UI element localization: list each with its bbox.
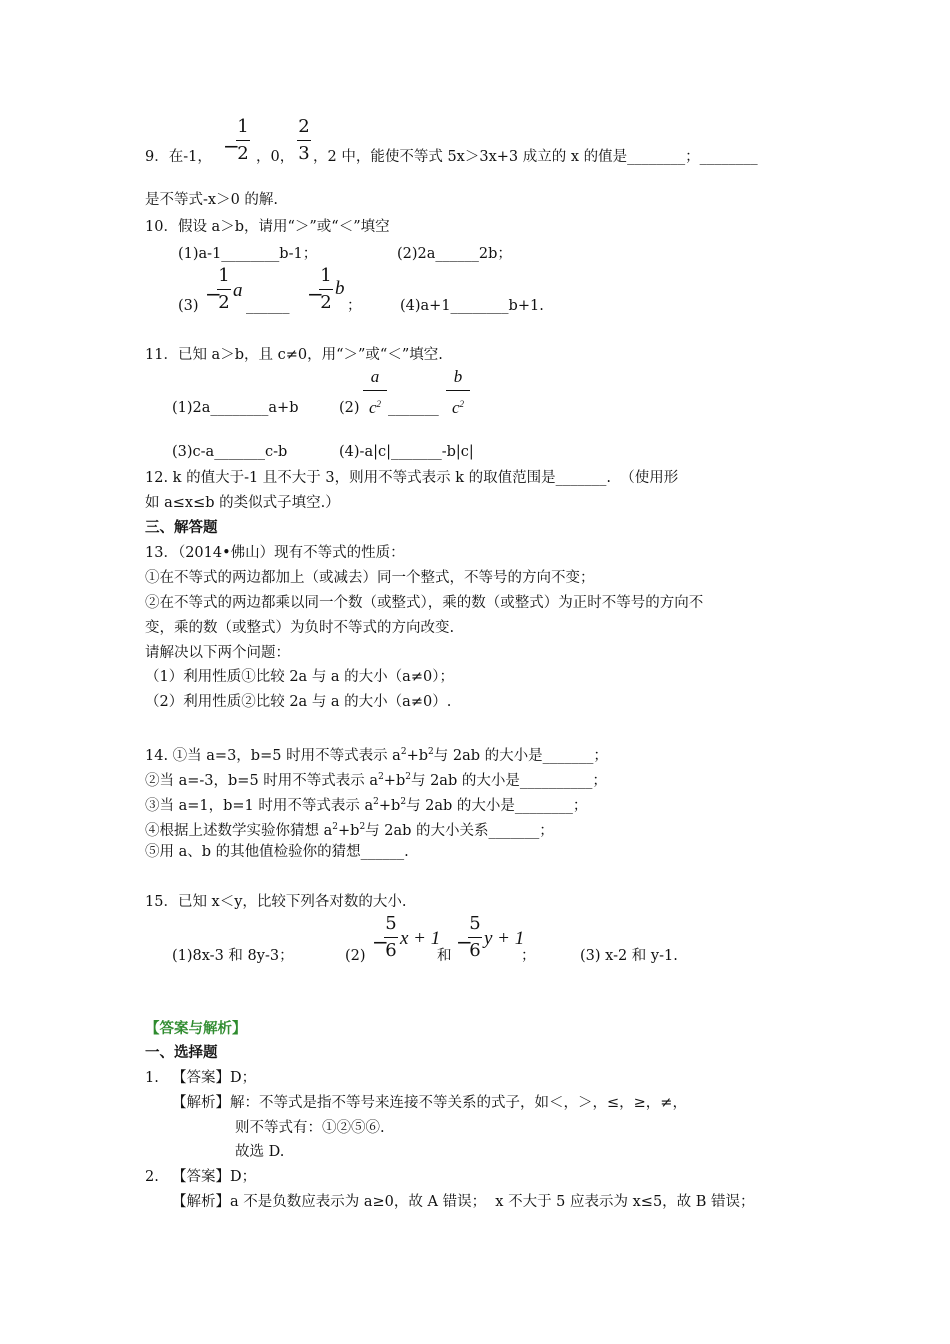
q13-line-7: （2）利用性质②比较 2a 与 a 的大小（a≠0）. [145, 694, 452, 710]
q11-part-4: (4)-a|c|_______-b|c| [339, 444, 474, 460]
q15-and: 和 [437, 948, 452, 964]
q15-part-1: (1)8x-3 和 8y-3； [172, 948, 294, 964]
q10-minus-sign-b: − [307, 282, 324, 306]
q11-fraction-a-den: c [368, 398, 377, 417]
section-3-heading: 三、解答题 [145, 519, 218, 536]
q13-line-3: ②在不等式的两边都乘以同一个数（或整式），乘的数（或整式）为正时不等号的方向不 [145, 595, 704, 611]
q12-line-1: 12. k 的值大于-1 且不大于 3，则用不等式表示 k 的取值范围是_______. （使用形 [145, 470, 679, 486]
q13-line-5: 请解决以下两个问题： [145, 645, 290, 661]
q14-line-3: ③当 a=1，b=1 时用不等式表示 $a^2+b^2$与 2ab 的大小是________； [145, 797, 588, 814]
q11-fraction-b [446, 367, 470, 418]
q15-fraction-2-den: 6 [469, 940, 481, 961]
q13-line-4: 变，乘的数（或整式）为负时不等式的方向改变. [145, 620, 455, 636]
q15-fraction-1-den: 6 [385, 940, 397, 961]
q15-fraction-1-tail: x + 1 [400, 928, 441, 949]
q15-fraction-2-tail: y + 1 [484, 928, 525, 949]
q10-semicolon: ； [347, 298, 362, 314]
answer-1-explanation-3: 故选 D. [235, 1144, 285, 1160]
q14-line-1: 14. ①当 a=3，b=5 时用不等式表示 $a^2+b^2$与 2ab 的大小是_______； [145, 747, 608, 764]
q11-fraction-b-num: b [453, 367, 463, 386]
q14-line-4: ④根据上述数学实验你猜想 $a^2+b^2$与 2ab 的大小关系_______； [145, 822, 554, 839]
q9-fraction-1 [236, 117, 250, 164]
q13-line-2: ①在不等式的两边都加上（或减去）同一个整式，不等号的方向不变； [145, 570, 595, 586]
q9-fraction-1-den: 2 [237, 143, 249, 164]
q15-fraction-1 [384, 914, 398, 961]
q15-fraction-1-num: 5 [385, 913, 397, 934]
q9-fraction-1-num: 1 [237, 116, 249, 137]
q12-line-2: 如 a≤x≤b 的类似式子填空.） [145, 495, 340, 511]
q15-fraction-2 [468, 914, 482, 961]
q11-fraction-b-den: c [451, 398, 460, 417]
q10-minus-sign-a: − [205, 282, 222, 306]
q10-fraction-a [217, 266, 231, 313]
answer-1-result: 【答案】D； [172, 1070, 257, 1086]
q9-text-mid: ，0， [256, 149, 295, 165]
q9-fraction-2-num: 2 [298, 116, 310, 137]
q11-part-3: (3)c-a_______c-b [172, 444, 288, 460]
q10-part-3-label: (3) [178, 298, 199, 314]
q11-fraction-a-exp: 2 [376, 399, 382, 409]
q10-var-a: a [233, 280, 243, 301]
q10-fraction-b-den: 2 [320, 292, 332, 313]
answer-2-number: 2. [145, 1169, 159, 1185]
q15-minus-sign-2: − [456, 930, 473, 954]
q10-part-1: (1)a-1________b-1； [178, 246, 318, 262]
q10-title: 10．假设 a＞b，请用“＞”或“＜”填空 [145, 219, 390, 235]
q13-line-6: （1）利用性质①比较 2a 与 a 的大小（a≠0）； [145, 669, 454, 685]
q11-fraction-b-exp: 2 [459, 399, 465, 409]
q11-fraction-a-num: a [370, 367, 380, 386]
q15-part-2-label: (2) [345, 948, 366, 964]
q11-title: 11．已知 a＞b，且 c≠0，用“＞”或“＜”填空. [145, 347, 443, 363]
q9-text-end: ，2 中，能使不等式 5x＞3x+3 成立的 x 的值是________；________ [313, 149, 758, 165]
q10-fraction-a-num: 1 [218, 265, 230, 286]
q9-minus-sign: − [223, 134, 240, 158]
q15-title: 15．已知 x＜y，比较下列各对数的大小. [145, 894, 407, 910]
q10-fraction-a-den: 2 [218, 292, 230, 313]
q10-fraction-b-num: 1 [320, 265, 332, 286]
answer-1-number: 1. [145, 1070, 159, 1086]
q15-fraction-2-num: 5 [469, 913, 481, 934]
q11-part-2-label: (2) [339, 400, 360, 416]
answer-1-explanation-2: 则不等式有：①②⑤⑥. [235, 1120, 385, 1136]
q10-blank-3: ______ [246, 298, 290, 314]
q9-text-start: 9．在-1， [145, 149, 212, 165]
q10-fraction-b [319, 266, 333, 313]
answer-1-explanation-1: 【解析】解：不等式是指不等号来连接不等关系的式子，如＜，＞，≤，≥，≠， [172, 1095, 687, 1111]
answer-2-explanation-1: 【解析】a 不是负数应表示为 a≥0，故 A 错误； x 不大于 5 应表示为 x≤5，故 B 错误； [172, 1194, 755, 1210]
q10-part-4: (4)a+1________b+1. [400, 298, 544, 314]
answer-2-result: 【答案】D； [172, 1169, 257, 1185]
q9-fraction-2 [297, 117, 311, 164]
q11-blank-2: _______ [388, 400, 439, 416]
q14-line-5: ⑤用 a、b 的其他值检验你的猜想______. [145, 844, 409, 860]
q15-minus-sign-1: − [372, 930, 389, 954]
q15-semicolon: ； [521, 948, 536, 964]
q11-part-1: (1)2a________a+b [172, 400, 299, 416]
q14-line-2: ②当 a=-3，b=5 时用不等式表示 $a^2+b^2$与 2ab 的大小是__________； [145, 772, 607, 789]
q10-var-b: b [335, 278, 345, 299]
q10-part-2: (2)2a______2b； [397, 246, 512, 262]
q9-line-2: 是不等式-x＞0 的解. [145, 192, 279, 208]
q9-fraction-2-den: 3 [298, 143, 310, 164]
answers-section-1: 一、选择题 [145, 1044, 218, 1061]
q15-part-3: (3) x-2 和 y-1. [580, 948, 678, 964]
answers-heading: 【答案与解析】 [145, 1020, 247, 1037]
q13-line-1: 13．（2014•佛山）现有不等式的性质： [145, 545, 405, 561]
q11-fraction-a [363, 367, 387, 418]
